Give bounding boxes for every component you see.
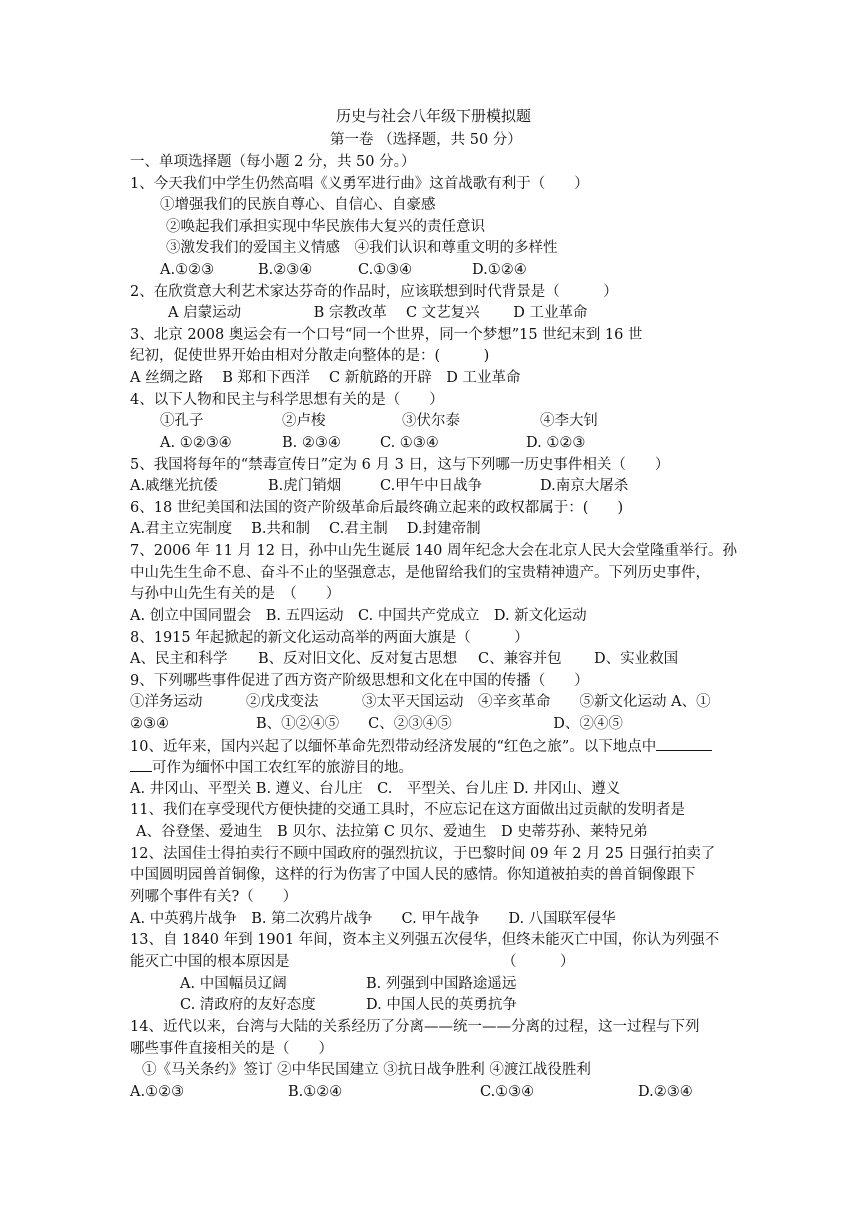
q12-stem-line3: 列哪个事件有关?（ ）	[130, 889, 298, 905]
q10-stem-line2	[130, 757, 413, 777]
q6-stem: 6、18 世纪美国和法国的资产阶级革命后最终确立起来的政权都属于：( )	[130, 500, 624, 516]
q4-person-1: ①孔子	[160, 413, 204, 429]
page-title: 历史与社会八年级下册模拟题	[336, 107, 532, 125]
q5-option-d: D.南京大屠杀	[540, 478, 629, 494]
q14-option-a: A.①②③	[130, 1084, 185, 1100]
q14-option-c: C.①③④	[480, 1084, 535, 1100]
q9-stem: 9、下列哪些事件促进了西方资产阶级思想和文化在中国的传播（ ）	[130, 673, 589, 689]
q14-events: ①《马关条约》签订 ②中华民国建立 ③抗日战争胜利 ④渡江战役胜利	[142, 1062, 591, 1078]
q13-option-c: C. 清政府的友好态度	[180, 997, 316, 1013]
q4-person-4: ④李大钊	[540, 413, 598, 429]
q8-stem: 8、1915 年起掀起的新文化运动高举的两面大旗是（ ）	[130, 630, 529, 646]
q1-option-d: D.①②④	[472, 262, 527, 278]
q11-stem: 11、我们在享受现代方便快捷的交通工具时，不应忘记在这方面做出过贡献的发明者是	[130, 802, 685, 818]
q4-option-a: A. ①②③④	[160, 435, 232, 451]
q7-stem-line1: 7、2006 年 11 月 12 日，孙中山先生诞辰 140 周年纪念大会在北京人民大会堂隆重举行。孙	[130, 543, 737, 559]
q5-option-c: C.甲午中日战争	[380, 478, 483, 494]
q14-stem-line2: 哪些事件直接相关的是（ ）	[130, 1041, 333, 1057]
q5-option-b: B.虎门销烟	[268, 478, 342, 494]
q14-option-d: D.②③④	[638, 1084, 693, 1100]
q4-person-3: ③伏尔泰	[402, 413, 460, 429]
q12-options: A. 中英鸦片战争 B. 第二次鸦片战争 C. 甲午战争 D. 八国联军侵华	[130, 911, 616, 927]
q5-option-a: A.戚继光抗倭	[130, 478, 218, 494]
q10-stem-text: 10、近年来，国内兴起了以缅怀革命先烈带动经济发展的“红色之旅”。以下地点中	[130, 739, 657, 755]
q13-stem-line1: 13、自 1840 年到 1901 年间，资本主义列强五次侵华，但终未能灭亡中国，你认为列强不	[130, 932, 720, 948]
q8-option-d: D、实业救国	[594, 651, 679, 667]
q4-stem: 4、以下人物和民主与科学思想有关的是（ ）	[130, 392, 444, 408]
q4-person-2: ②卢梭	[282, 413, 326, 429]
q1-statement-2: ②唤起我们承担实现中华民族伟大复兴的责任意识	[166, 219, 485, 235]
q14-option-b: B.①②④	[288, 1084, 343, 1100]
q13-option-b: B. 列强到中国路途遥远	[366, 976, 517, 992]
q10-blank-1	[656, 736, 712, 751]
q4-option-c: C. ①③④	[380, 435, 439, 451]
section-heading: 一、单项选择题（每小题 2 分，共 50 分。）	[130, 154, 416, 170]
q10-stem-text-2: 可作为缅怀中国工农红军的旅游目的地。	[152, 760, 413, 776]
q1-statement-1: ①增强我们的民族自尊心、自信心、自豪感	[160, 197, 436, 213]
q14-stem-line1: 14、近代以来，台湾与大陆的关系经历了分离——统一——分离的过程，这一过程与下列	[130, 1019, 700, 1035]
q1-option-b: B.②③④	[258, 262, 313, 278]
q10-blank-2	[130, 757, 152, 772]
q7-stem-line3: 与孙中山先生有关的是 （ ）	[130, 586, 341, 602]
q2-stem: 2、在欣赏意大利艺术家达芬奇的作品时，应该联想到时代背景是（ ）	[130, 284, 618, 300]
q10-options: A. 井冈山、平型关 B. 遵义、台儿庄 C. 平型关、台儿庄 D. 井冈山、遵义	[130, 781, 621, 797]
q6-options: A.君主立宪制度 B.共和制 C.君主制 D.封建帝制	[130, 521, 481, 537]
q3-stem-line1: 3、北京 2008 奥运会有一个口号“同一个世界，同一个梦想”15 世纪末到 16 世	[130, 327, 643, 343]
q7-options: A. 创立中国同盟会 B. 五四运动 C. 中国共产党成立 D. 新文化运动	[130, 608, 587, 624]
q1-option-a: A.①②③	[160, 262, 215, 278]
q9-options: ②③④ B、①②④⑤ C、②③④⑤ D、②④⑤	[130, 716, 623, 732]
q9-events: ①洋务运动 ②戊戌变法 ③太平天国运动 ④辛亥革命 ⑤新文化运动 A、①	[130, 694, 711, 710]
q4-option-b: B. ②③④	[282, 435, 341, 451]
q12-stem-line2: 中国圆明园兽首铜像，这样的行为伤害了中国人民的感情。你知道被拍卖的兽首铜像跟下	[130, 867, 696, 883]
q8-option-c: C、兼容并包	[478, 651, 562, 667]
q5-stem: 5、我国将每年的“禁毒宣传日”定为 6 月 3 日，这与下列哪一历史事件相关（ ）	[130, 457, 670, 473]
q10-stem-line1	[130, 736, 712, 756]
q13-answer-paren: （ ）	[502, 954, 575, 970]
q11-options: A、谷登堡、爱迪生 B 贝尔、法拉第 C 贝尔、爱迪生 D 史蒂芬孙、莱特兄弟	[136, 824, 648, 840]
q12-stem-line1: 12、法国佳士得拍卖行不顾中国政府的强烈抗议，于巴黎时间 09 年 2 月 25 日强行拍卖了	[130, 846, 716, 862]
q8-option-a: A、民主和科学	[130, 651, 228, 667]
q13-stem-line2: 能灭亡中国的根本原因是	[130, 954, 290, 970]
q1-option-c: C.①③④	[358, 262, 413, 278]
q7-stem-line2: 中山先生生命不息、奋斗不止的坚强意志，是他留给我们的宝贵精神遗产。下列历史事件，	[130, 565, 710, 581]
q3-options: A 丝绸之路 B 郑和下西洋 C 新航路的开辟 D 工业革命	[130, 370, 521, 386]
q13-option-d: D. 中国人民的英勇抗争	[366, 997, 517, 1013]
q13-option-a: A. 中国幅员辽阔	[180, 976, 287, 992]
paper-subtitle: 第一卷 （选择题，共 50 分）	[330, 132, 522, 148]
q2-options: A 启蒙运动 B 宗教改革 C 文艺复兴 D 工业革命	[168, 305, 588, 321]
q3-stem-line2: 纪初，促使世界开始由相对分散走向整体的是：( )	[130, 348, 490, 364]
q4-option-d: D. ①②③	[526, 435, 586, 451]
q1-stem: 1、今天我们中学生仍然高唱《义勇军进行曲》这首战歌有利于（ ）	[130, 176, 589, 192]
q1-statement-3-4: ③激发我们的爱国主义情感 ④我们认识和尊重文明的多样性	[166, 240, 558, 256]
q8-option-b: B、反对旧文化、反对复古思想	[258, 651, 458, 667]
